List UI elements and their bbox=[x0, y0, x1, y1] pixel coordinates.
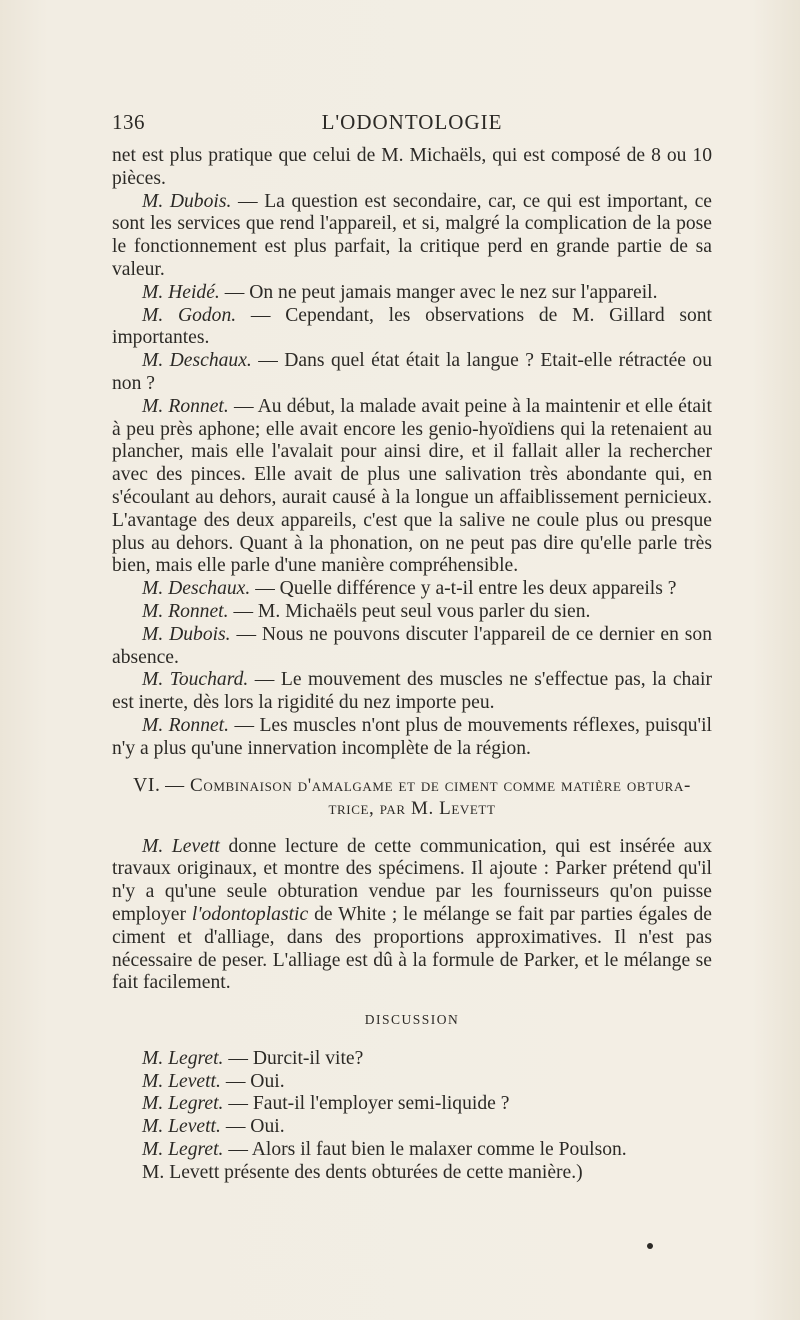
paragraph: M. Dubois. — La question est secondaire, car, ce qui est important, ce sont les services que rend l'appareil, et si, malgré la complication de la pose le fonctionnement est plus parfait, la critique perd en grande partie de sa valeur. bbox=[112, 190, 712, 280]
paragraph: M. Dubois. — Nous ne pouvons discuter l'appareil de ce dernier en son absence. bbox=[112, 623, 712, 668]
speaker-name: M. Levett. bbox=[142, 1116, 221, 1138]
page-body bbox=[112, 145, 712, 1185]
paragraph: M. Ronnet. — M. Michaëls peut seul vous parler du sien. bbox=[142, 600, 591, 622]
speaker-name: M. Dubois. bbox=[142, 623, 231, 645]
section-heading bbox=[112, 775, 712, 820]
paragraph: M. Touchard. — Le mouvement des muscles ne s'effectue pas, la chair est inerte, dès lors la rigidité du nez importe peu. bbox=[112, 669, 712, 714]
ink-speck bbox=[647, 1243, 653, 1249]
section-number: VI. bbox=[133, 774, 161, 796]
section-title-line1: — Combinaison d'amalgame et de ciment comme matière obtura- bbox=[165, 774, 691, 796]
speaker-name: M. Deschaux. bbox=[142, 350, 252, 372]
paragraph: M. Ronnet. — Au début, la malade avait peine à la maintenir et elle était à peu près aphone; elle avait encore les genio-hyoïdiens qui la retenaient au plancher, mais elle l'avalait pour ainsi dire, et il fallait aller la rechercher avec des pinces. Elle avait de plus une salivation très abondante qui, en s'écoulant au dehors, aurait causé à la longue un affaiblissement pernicieux. L'avantage des deux appareils, c'est que la salive ne coule plus ou presque plus au dehors. Quant à la phonation, on ne peut pas dire qu'elle parle très bien, mais elle parle d'une manière compréhensible. bbox=[112, 395, 712, 577]
speaker-name: M. Heidé. bbox=[142, 281, 220, 303]
speaker-name: M. Ronnet. bbox=[142, 714, 230, 736]
speaker-name: M. Ronnet. bbox=[142, 395, 229, 417]
speaker-name: M. Legret. bbox=[142, 1047, 224, 1069]
discussion-line: M. Legret. — Alors il faut bien le malaxer comme le Poulson. bbox=[142, 1139, 627, 1161]
paragraph: M. Deschaux. — Dans quel état était la langue ? Etait-elle rétractée ou non ? bbox=[112, 350, 713, 394]
speaker-name: M. Levett bbox=[142, 835, 220, 857]
speaker-name: M. Dubois. bbox=[142, 190, 232, 212]
speaker-name: M. Ronnet. bbox=[142, 600, 229, 622]
paragraph: M. Deschaux. — Quelle différence y a-t-il entre les deux appareils ? bbox=[142, 578, 677, 600]
section-title-line2: trice, par M. Levett bbox=[328, 797, 496, 819]
page-number: 136 bbox=[112, 110, 145, 134]
discussion-heading: DISCUSSION bbox=[364, 1012, 460, 1028]
discussion-line: M. Levett. — Oui. bbox=[142, 1116, 285, 1138]
discussion-line: M. Legret. — Durcit-il vite? bbox=[142, 1047, 364, 1069]
running-title: L'ODONTOLOGIE bbox=[321, 110, 503, 134]
paragraph: M. Levett donne lecture de cette communication, qui est insérée aux travaux originaux, et montre des spécimens. Il ajoute : Parker prétend qu'il n'y a qu'une seule obturation vendue par les fournisseurs qu'on puisse employer l'odontoplastic de White ; le mélange se fait par parties égales de ciment et d'alliage, dans des proportions approximatives. Il n'est pas nécessaire de peser. L'alliage est dû à la formule de Parker, et le mélange se fait facilement. bbox=[112, 835, 712, 994]
discussion-line: M. Legret. — Faut-il l'employer semi-liquide ? bbox=[142, 1093, 510, 1115]
paragraph: net est plus pratique que celui de M. Michaëls, qui est composé de 8 ou 10 pièces. bbox=[112, 145, 712, 189]
italic-term: l'odontoplastic bbox=[191, 903, 309, 925]
speaker-name: M. Deschaux. bbox=[142, 578, 251, 600]
speaker-name: M. Godon. bbox=[142, 304, 237, 326]
closing-line: M. Levett présente des dents obturées de cette manière.) bbox=[142, 1161, 583, 1183]
paragraph: M. Ronnet. — Les muscles n'ont plus de mouvements réflexes, puisqu'il n'y a plus qu'une innervation incomplète de la région. bbox=[112, 714, 712, 759]
running-header bbox=[112, 110, 712, 140]
paragraph: M. Godon. — Cependant, les observations de M. Gillard sont importantes. bbox=[112, 304, 712, 349]
speaker-name: M. Touchard. bbox=[142, 669, 249, 691]
discussion-line: M. Levett. — Oui. bbox=[142, 1070, 285, 1092]
paragraph: M. Heidé. — On ne peut jamais manger avec le nez sur l'appareil. bbox=[142, 281, 658, 303]
speaker-name: M. Legret. bbox=[142, 1093, 224, 1115]
speaker-name: M. Legret. bbox=[142, 1139, 224, 1161]
speaker-name: M. Levett. bbox=[142, 1070, 221, 1092]
spacer bbox=[112, 820, 712, 836]
